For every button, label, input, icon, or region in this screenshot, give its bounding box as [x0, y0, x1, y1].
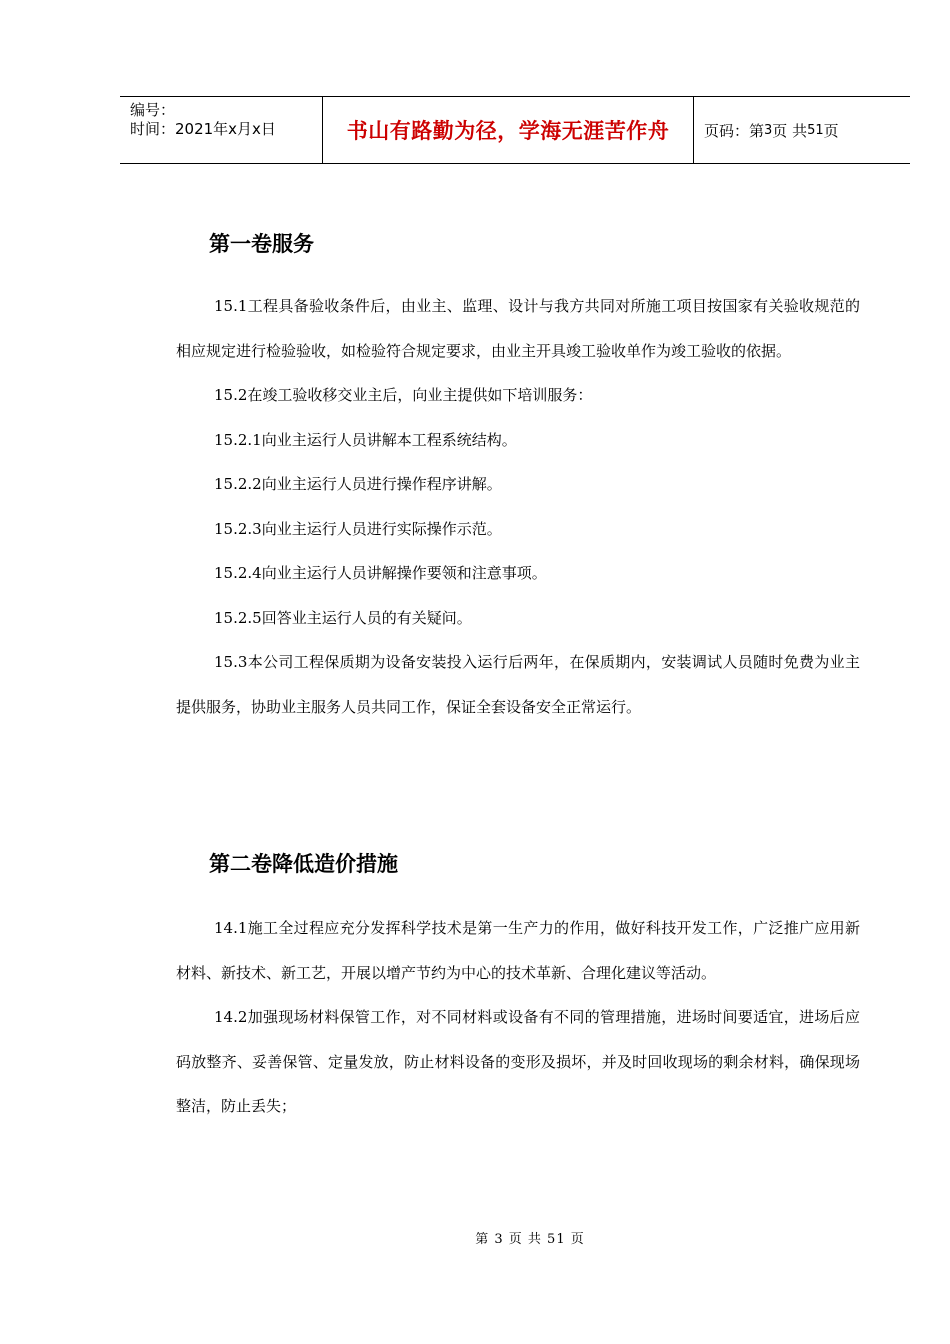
section-title-service: 第一卷服务: [209, 232, 314, 256]
page-total: 51: [807, 122, 824, 138]
section-body-cost-reduction: [176, 906, 860, 1129]
paragraph: 14.2加强现场材料保管工作，对不同材料或设备有不同的管理措施，进场时间要适宜，进场后应码放整齐、妥善保管、定量发放，防止材料设备的变形及损坏，并及时回收现场的剩余材料，确保现场整洁，防止丢失；: [176, 1008, 860, 1115]
section-body-service: [176, 284, 860, 729]
paragraph: 15.2.3向业主运行人员进行实际操作示范。: [214, 519, 502, 538]
header-motto: 书山有路勤为径，学海无涯苦作舟: [346, 119, 670, 143]
paragraph: 15.3本公司工程保质期为设备安装投入运行后两年，在保质期内，安装调试人员随时免费为业主提供服务，协助业主服务人员共同工作，保证全套设备安全正常运行。: [176, 653, 860, 716]
page-prefix: 页码：第: [704, 121, 765, 140]
page-footer: 第 3 页 共 51 页: [475, 1232, 585, 1247]
doc-time: 时间：2021年x月x日: [130, 120, 276, 138]
paragraph: 15.1工程具备验收条件后，由业主、监理、设计与我方共同对所施工项目按国家有关验收规范的相应规定进行检验验收，如检验符合规定要求，由业主开具竣工验收单作为竣工验收的依据。: [176, 297, 860, 360]
page-mid: 页 共: [772, 121, 808, 140]
paragraph: 15.2.2向业主运行人员进行操作程序讲解。: [214, 475, 502, 493]
paragraph: 15.2.1向业主运行人员讲解本工程系统结构。: [214, 430, 517, 449]
header-motto-cell: [322, 97, 694, 163]
header-meta: [120, 97, 322, 163]
paragraph: 14.1施工全过程应充分发挥科学技术是第一生产力的作用，做好科技开发工作，广泛推广应用新材料、新技术、新工艺，开展以增产节约为中心的技术革新、合理化建议等活动。: [176, 919, 860, 982]
doc-number-label: 编号：: [130, 101, 176, 119]
page-suffix: 页: [823, 121, 839, 140]
header-page-info: [694, 97, 910, 163]
section-title-cost-reduction: 第二卷降低造价措施: [209, 852, 398, 876]
page-current: 3: [764, 122, 773, 138]
paragraph: 15.2.5回答业主运行人员的有关疑问。: [214, 608, 472, 627]
paragraph: 15.2在竣工验收移交业主后，向业主提供如下培训服务：: [214, 386, 593, 404]
page-header: [120, 96, 910, 164]
paragraph: 15.2.4向业主运行人员讲解操作要领和注意事项。: [214, 564, 547, 582]
